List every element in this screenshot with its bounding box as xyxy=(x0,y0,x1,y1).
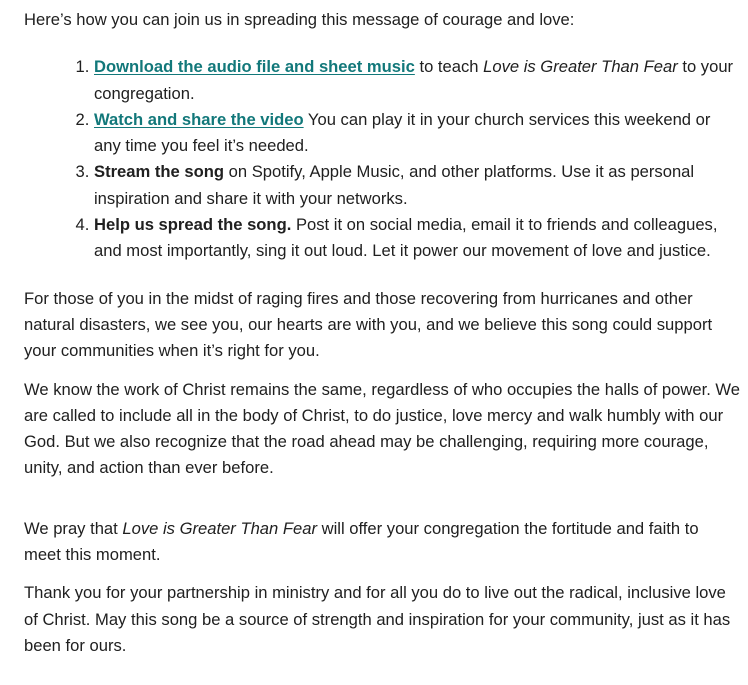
step-download-text-b: to your congregation. xyxy=(94,57,734,103)
pray-text-a: We pray that xyxy=(24,518,123,538)
step-stream-text: on Spotify, Apple Music, and other platforms. Use it as personal inspiration and share it with your networks. xyxy=(94,162,695,208)
pray-song-title: Love is Greater Than Fear xyxy=(122,518,317,538)
step-spread xyxy=(94,212,740,265)
step-spread-text: Post it on social media, email it to friends and colleagues, and most importantly, sing it out loud. Let it power our movement of love and justice. xyxy=(94,215,718,261)
steps-list xyxy=(24,54,740,264)
download-link[interactable]: Download the audio file and sheet music xyxy=(94,57,415,77)
paragraph-disasters: For those of you in the midst of raging fires and those recovering from hurricanes and other natural disasters, we see you, our hearts are with you, and we believe this song could support your communities when it’s right for you. xyxy=(24,288,713,361)
intro-text: Here’s how you can join us in spreading this message of courage and love: xyxy=(24,10,575,29)
step-stream xyxy=(94,159,740,212)
paragraph-pray xyxy=(24,516,740,569)
paragraph-work-of-christ: We know the work of Christ remains the same, regardless of who occupies the halls of power. We are called to include all in the body of Christ, to do justice, love mercy and walk humbly with our God. But we also recognize that the road ahead may be challenging, requiring more courage, unity, and action than ever before. xyxy=(24,379,741,478)
step-watch xyxy=(94,107,740,160)
step-download-text-a: to teach xyxy=(414,57,484,77)
step-download xyxy=(94,54,740,107)
watch-video-link[interactable]: Watch and share the video xyxy=(94,109,304,129)
paragraph-thanks: Thank you for your partnership in ministry and for all you do to live out the radical, inclusive love of Christ. May this song be a source of strength and inspiration for your community, just as it has been for ours. xyxy=(24,583,731,655)
song-title: Love is Greater Than Fear xyxy=(483,57,678,77)
email-body xyxy=(24,7,740,659)
pray-text-b: will offer your congregation the fortitude and faith to meet this moment. xyxy=(24,518,699,565)
step-stream-bold: Stream the song xyxy=(94,162,225,182)
step-spread-bold: Help us spread the song. xyxy=(94,215,292,235)
step-watch-text: You can play it in your church services this weekend or any time you feel it’s needed. xyxy=(94,109,711,156)
